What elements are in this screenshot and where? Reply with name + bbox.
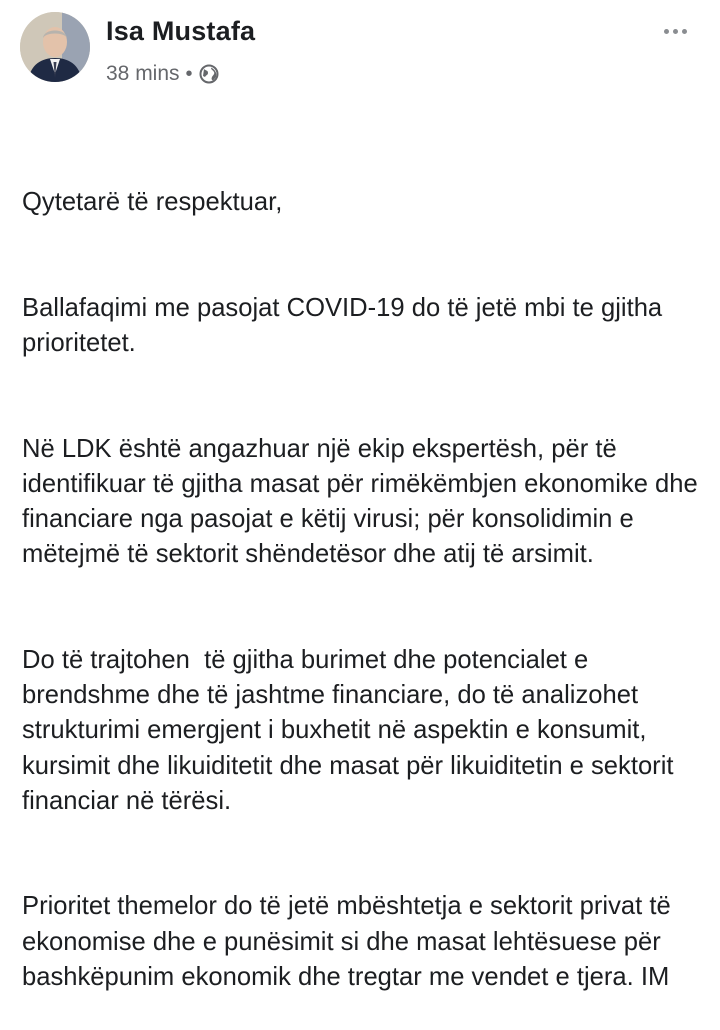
meta-separator: • bbox=[185, 63, 193, 85]
post-paragraph: Qytetarë të respektuar, bbox=[22, 188, 283, 217]
author-avatar[interactable] bbox=[20, 12, 90, 82]
post-meta bbox=[106, 60, 219, 88]
post-paragraph: Do të trajtohen të gjitha burimet dhe potencialet e brendshme dhe të jashtme financiare, do të analizohet strukturimi emergjent i buxhetit në aspektin e konsumit, kursimit dhe likuiditetit dhe masat për likuiditetin e sektorit financiar në tërësi. bbox=[22, 646, 681, 815]
post-paragraph: Në LDK është angazhuar një ekip ekspertësh, për të identifikuar të gjitha masat për rimëkëmbjen ekonomike dhe financiare nga pasojat e këtij virusi; për konsolidimin e mëtejmë të sektorit shëndetësor dhe atij të arsimit. bbox=[22, 434, 705, 569]
author-name[interactable]: Isa Mustafa bbox=[106, 16, 256, 46]
post-text bbox=[22, 115, 712, 1030]
globe-icon[interactable] bbox=[199, 64, 219, 84]
more-options-icon[interactable] bbox=[650, 20, 700, 42]
post-paragraph: Prioritet themelor do të jetë mbështetja e sektorit privat të ekonomise dhe e punësimit si dhe masat lehtësuese për bashkëpunim ekonomik dhe tregtar me vendet e tjera. IM bbox=[22, 892, 678, 991]
post-time[interactable]: 38 mins bbox=[106, 62, 180, 85]
avatar-photo bbox=[20, 12, 90, 82]
post-header bbox=[0, 0, 720, 100]
post-paragraph: Ballafaqimi me pasojat COVID-19 do të jetë mbi te gjitha prioritetet. bbox=[22, 294, 670, 358]
